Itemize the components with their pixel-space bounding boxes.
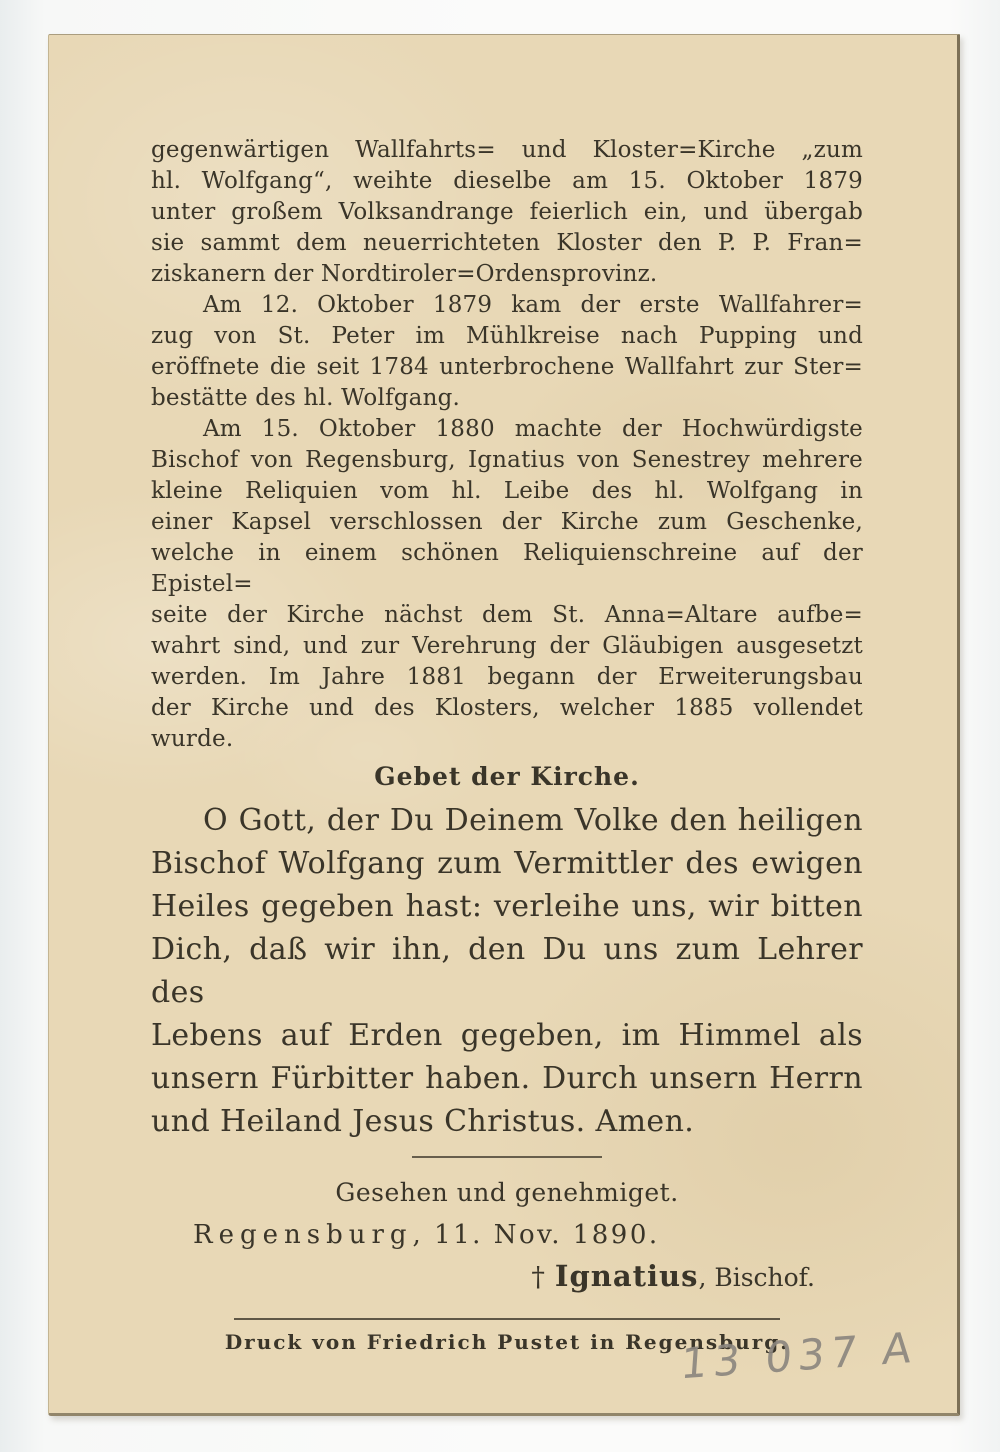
section-divider-rule — [412, 1156, 602, 1158]
handwritten-catalog-number: 13 037 A — [679, 1322, 919, 1389]
dateline-place: Regensburg — [193, 1220, 413, 1250]
dateline — [151, 1218, 863, 1252]
text-line: bestätte des hl. Wolfgang. — [151, 385, 461, 411]
text-line: Am 12. Oktober 1879 kam der erste Wallfahrer= — [203, 292, 863, 318]
prayer-line: und Heiland Jesus Christus. Amen. — [151, 1104, 695, 1139]
prayer-line: unsern Fürbitter haben. Durch unsern Herrn — [151, 1061, 863, 1096]
signature-line — [151, 1258, 863, 1296]
prayer-line: O Gott, der Du Deinem Volke den heiligen — [203, 803, 863, 838]
paragraph-2 — [151, 290, 863, 414]
text-line: werden. Im Jahre 1881 begann der Erweiterungsbau — [151, 664, 863, 690]
text-line: unter großem Volksandrange feierlich ein, und übergab — [151, 199, 863, 225]
text-line: gegenwärtigen Wallfahrts= und Kloster=Kirche „zum — [151, 137, 863, 163]
text-line: zug von St. Peter im Mühlkreise nach Pupping und — [151, 323, 863, 349]
text-line: welche in einem schönen Reliquienschreine auf der Epistel= — [151, 540, 863, 597]
text-line: Bischof von Regensburg, Ignatius von Senestrey mehrere — [151, 447, 863, 473]
prayer-line: Lebens auf Erden gegeben, im Himmel als — [151, 1018, 863, 1053]
paragraph-3 — [151, 414, 863, 755]
text-line: seite der Kirche nächst dem St. Anna=Altare aufbe= — [151, 602, 863, 628]
scanned-page — [48, 34, 960, 1416]
text-line: Am 15. Oktober 1880 machte der Hochwürdigste — [203, 416, 863, 442]
paragraph-1 — [151, 135, 863, 290]
text-line: sie sammt dem neuerrichteten Kloster den P. P. Fran= — [151, 230, 863, 256]
dateline-date: , 11. Nov. 1890. — [412, 1220, 660, 1250]
prayer — [151, 799, 863, 1143]
imprint-rule — [234, 1318, 780, 1320]
prayer-heading: Gebet der Kirche. — [374, 762, 640, 791]
text-line: der Kirche und des Klosters, welcher 1885 vollendet — [151, 695, 863, 721]
text-line: kleine Reliquien vom hl. Leibe des hl. Wolfgang in — [151, 478, 863, 504]
text-block — [151, 35, 863, 1356]
signature-title: , Bischof. — [698, 1263, 815, 1292]
text-line: wahrt sind, und zur Verehrung der Gläubigen ausgesetzt — [151, 633, 863, 659]
signature-name: Ignatius — [554, 1259, 699, 1293]
text-line: wurde. — [151, 726, 234, 752]
text-line: ziskanern der Nordtiroler=Ordensprovinz. — [151, 261, 658, 287]
cross-symbol: † — [531, 1262, 545, 1293]
printer-imprint: Druck von Friedrich Pustet in Regensburg. — [224, 1330, 790, 1354]
text-line: hl. Wolfgang“, weihte dieselbe am 15. Oktober 1879 — [151, 168, 863, 194]
prayer-line: Dich, daß wir ihn, den Du uns zum Lehrer des — [151, 932, 863, 1010]
text-line: eröffnete die seit 1784 unterbrochene Wallfahrt zur Ster= — [151, 354, 863, 380]
text-line: einer Kapsel verschlossen der Kirche zum Geschenke, — [151, 509, 863, 535]
prayer-line: Bischof Wolfgang zum Vermittler des ewigen — [151, 846, 863, 881]
approval-line: Gesehen und genehmiget. — [335, 1178, 679, 1207]
prayer-line: Heiles gegeben hast: verleihe uns, wir bitten — [151, 889, 863, 924]
